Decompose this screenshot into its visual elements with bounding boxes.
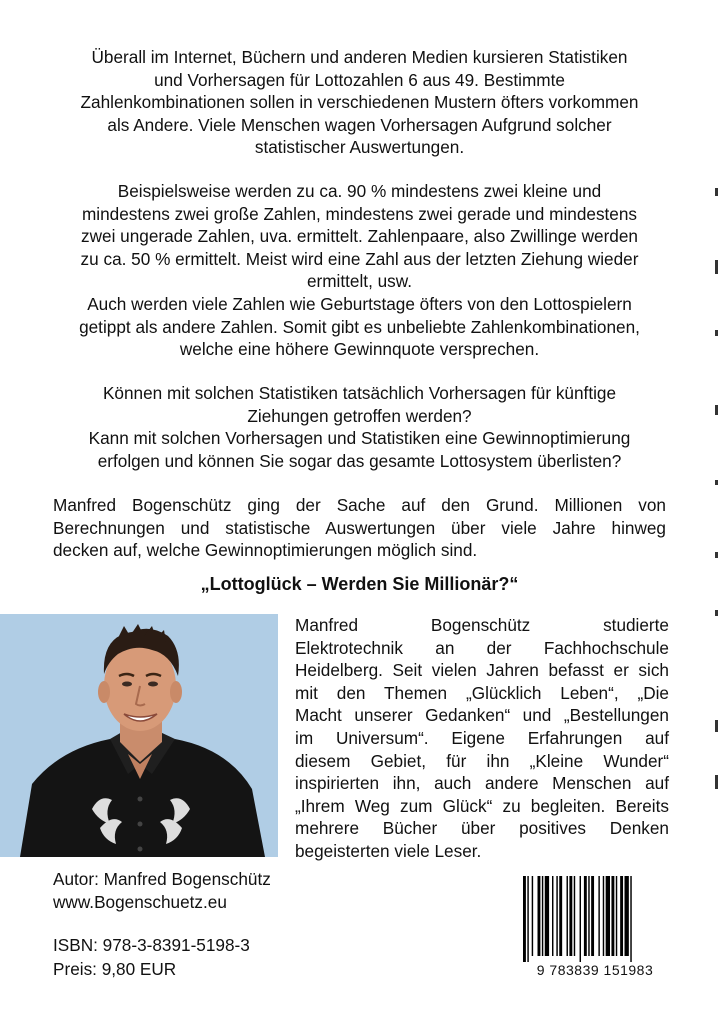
barcode-bar (591, 876, 594, 956)
barcode-bar (580, 876, 581, 962)
barcode-bar (625, 876, 629, 956)
examples-line: zu ca. 50 % ermittelt. Meist wird eine Zahl aus der letzten Ziehung wieder (80, 248, 639, 269)
author-website: www.Bogenschuetz.eu (53, 892, 227, 912)
bio-line: mit den Themen „Glücklich Leben“, „Die (295, 682, 669, 703)
barcode-digits: 9 783839 151983 (536, 962, 654, 978)
isbn: ISBN: 978-3-8391-5198-3 (53, 935, 250, 955)
bio-line: inspirierten ihn, auch andere Menschen auf (295, 773, 669, 794)
research-line: Berechnungen und statistische Auswertungen über viele Jahre hinweg (53, 517, 666, 538)
barcode-bar (569, 876, 572, 956)
barcode-bar (527, 876, 528, 962)
bio-line: Macht unserer Gedanken“ und „Bestellungen (295, 705, 669, 726)
bio-line: diesem Gebiet, für ihn „Kleine Wunder“ (295, 750, 669, 771)
author-bio (295, 614, 669, 863)
author-photo (0, 614, 278, 857)
questions-line: Können mit solchen Statistiken tatsächlich Vorhersagen für künftige (102, 383, 617, 403)
bio-line: Elektrotechnik an der Fachhochschule (295, 637, 669, 658)
intro-line: als Andere. Viele Menschen wagen Vorhersagen Aufgrund solcher (107, 114, 612, 135)
barcode-bar (567, 876, 568, 956)
barcode-bar (556, 876, 557, 956)
examples-line: zwei ungerade Zahlen, uva. ermittelt. Zahlenpaare, also Zwillinge werden (81, 226, 638, 247)
barcode-bar (552, 876, 553, 956)
bio-line: begeisterten viele Leser. (295, 840, 482, 861)
barcode-bar (616, 876, 617, 956)
examples-line: welche eine höhere Gewinnquote versprechen. (179, 339, 540, 360)
questions-paragraph (53, 382, 666, 472)
research-paragraph (53, 494, 666, 562)
barcode-bar (538, 876, 541, 956)
examples-line: mindestens zwei große Zahlen, mindestens zwei gerade und mindestens (81, 203, 638, 224)
examples-line: ermittelt, usw. (306, 271, 413, 292)
intro-line: Überall im Internet, Büchern und anderen Medien kursieren Statistiken (91, 47, 628, 67)
barcode-bar (523, 876, 526, 962)
barcode-bar (598, 876, 599, 956)
intro-line: und Vorhersagen für Lottozahlen 6 aus 49. Bestimmte (154, 69, 565, 90)
questions-line: Ziehungen getroffen werden? (247, 405, 472, 426)
bio-line: „Ihrem Weg zum Glück“ zu begleiten. Bereits (295, 795, 669, 816)
intro-line: statistischer Auswertungen. (254, 137, 465, 158)
bio-line: mehrere Bücher über positives Denken (295, 818, 669, 839)
questions-line: erfolgen und können Sie sogar das gesamte Lottosystem überlisten? (97, 450, 622, 471)
bio-line: im Universum“. Eigene Erfahrungen auf (295, 727, 669, 748)
examples-line: getippt als andere Zahlen. Somit gibt es unbeliebte Zahlenkombinationen, (79, 316, 640, 337)
price: Preis: 9,80 EUR (53, 959, 177, 979)
examples-line: Beispielsweise werden zu ca. 90 % mindestens zwei kleine und (117, 181, 602, 201)
intro-line: Zahlenkombinationen sollen in verschiedenen Mustern öfters vorkommen (80, 92, 639, 113)
barcode-bar (574, 876, 575, 956)
barcode-bar (542, 876, 543, 956)
author-portrait-icon (0, 614, 278, 857)
barcode-icon (521, 876, 669, 962)
barcode-bar (545, 876, 549, 956)
barcode-bar (532, 876, 533, 956)
bio-line: Manfred Bogenschütz studierte (295, 615, 669, 635)
author-label: Autor: Manfred Bogenschütz (53, 869, 271, 889)
examples-paragraph (53, 180, 666, 361)
edge-marks (712, 180, 719, 820)
questions-line: Kann mit solchen Vorhersagen und Statistiken eine Gewinnoptimierung (88, 428, 631, 449)
examples-line: Auch werden viele Zahlen wie Geburtstage öfters von den Lottospielern (87, 293, 632, 314)
barcode-bar (588, 876, 589, 956)
intro-paragraph (53, 46, 666, 159)
barcode-bar (584, 876, 587, 956)
barcode-bar (620, 876, 623, 956)
barcode-bar (603, 876, 604, 956)
bio-line: Heidelberg. Seit vielen Jahren befasst er sich (295, 660, 669, 681)
book-title: „Lottoglück – Werden Sie Millionär?“ (200, 574, 519, 594)
barcode-bar (630, 876, 631, 962)
barcode-bar (606, 876, 610, 956)
research-line: decken auf, welche Gewinnoptimierungen möglich sind. (53, 540, 478, 561)
research-line: Manfred Bogenschütz ging der Sache auf den Grund. Millionen von (53, 495, 666, 515)
barcode-bar (559, 876, 562, 956)
barcode-bar (611, 876, 614, 956)
